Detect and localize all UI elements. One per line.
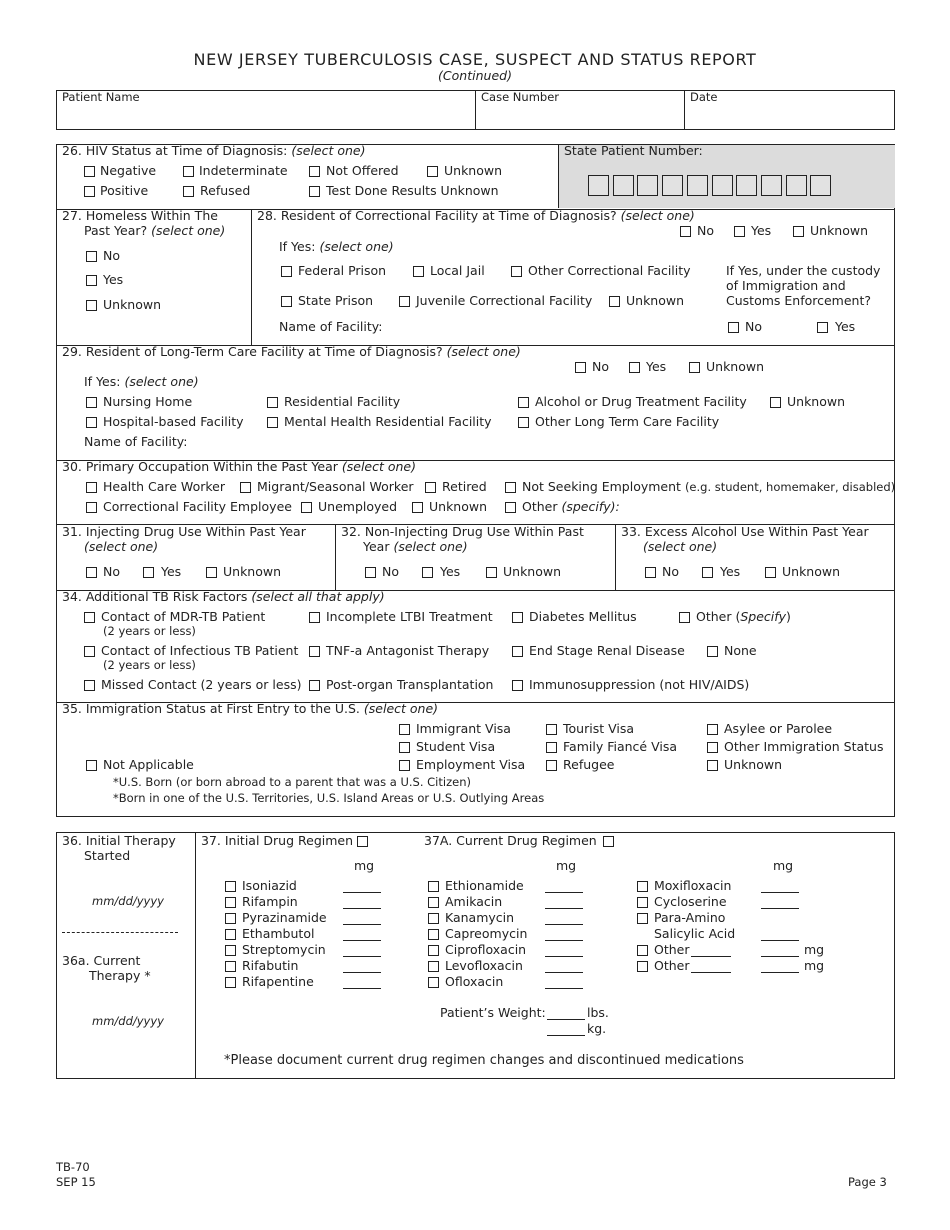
injecting-yes-label: Yes	[161, 564, 182, 579]
drug-col1-2-checkbox[interactable]	[225, 913, 236, 924]
homeless-no-label: No	[103, 248, 120, 263]
drug-col1-1-dose-blank[interactable]	[343, 908, 381, 909]
correctional-yes-label: Yes	[751, 223, 772, 238]
correctional-if-yes: If Yes: (select one)	[279, 239, 394, 254]
custody-question-line2: of Immigration and	[726, 278, 846, 293]
migrant-worker-checkbox[interactable]	[240, 482, 251, 493]
drug-col1-4-dose-blank[interactable]	[343, 956, 381, 957]
hiv-indeterminate-label: Indeterminate	[199, 163, 288, 178]
homeless-yes-checkbox[interactable]	[86, 275, 97, 286]
incomplete-ltbi-label: Incomplete LTBI Treatment	[326, 609, 493, 624]
injecting-title: 31. Injecting Drug Use Within Past Year	[62, 524, 306, 539]
drug-col3-5-label: Other	[654, 958, 690, 973]
initial-therapy-date-field[interactable]: mm/dd/yyyy	[92, 894, 164, 908]
drug-col1-5-dose-blank[interactable]	[343, 972, 381, 973]
employment-visa-label: Employment Visa	[416, 757, 526, 772]
occupation-other-label: Other (specify):	[522, 499, 620, 514]
drug-col2-5-label: Levofloxacin	[445, 958, 523, 973]
drug-col2-2-dose-blank[interactable]	[545, 924, 583, 925]
current-regimen-checkbox[interactable]	[603, 836, 614, 847]
other-ltc-checkbox[interactable]	[518, 417, 529, 428]
local-jail-checkbox[interactable]	[413, 266, 424, 277]
drug-col1-2-label: Pyrazinamide	[242, 910, 327, 925]
alcohol-unknown-label: Unknown	[782, 564, 841, 579]
current-therapy-date-field[interactable]: mm/dd/yyyy	[92, 1014, 164, 1028]
not-seeking-employment-label: Not Seeking Employment (e.g. student, homemaker, disabled)	[522, 479, 896, 494]
correctional-facility-name-label: Name of Facility:	[279, 319, 383, 334]
risk-none-label: None	[724, 643, 757, 658]
drug-col1-5-label: Rifabutin	[242, 958, 299, 973]
asylee-label: Asylee or Parolee	[724, 721, 833, 736]
hiv-not-offered-label: Not Offered	[326, 163, 399, 178]
drug-col1-6-label: Rifapentine	[242, 974, 314, 989]
retired-checkbox[interactable]	[425, 482, 436, 493]
federal-prison-label: Federal Prison	[298, 263, 387, 278]
drug-col3-5-mg-label: mg	[804, 958, 825, 973]
drug-col2-1-checkbox[interactable]	[428, 897, 439, 908]
drug-col1-4-checkbox[interactable]	[225, 945, 236, 956]
residential-facility-label: Residential Facility	[284, 394, 401, 409]
state-patient-number-digit-box[interactable]	[736, 175, 757, 196]
initial-therapy-title-line2: Started	[84, 848, 131, 863]
tnf-therapy-checkbox[interactable]	[309, 646, 320, 657]
other-immigration-checkbox[interactable]	[707, 742, 718, 753]
mdr-contact-label: Contact of MDR-TB Patient	[101, 609, 266, 624]
drug-col1-3-dose-blank[interactable]	[343, 940, 381, 941]
injecting-no-label: No	[103, 564, 120, 579]
immigration-unknown-label: Unknown	[724, 757, 783, 772]
ltc-yes-checkbox[interactable]	[629, 362, 640, 373]
drug-col1-5-checkbox[interactable]	[225, 961, 236, 972]
injecting-select: (select one)	[84, 539, 159, 554]
territory-born-note: *Born in one of the U.S. Territories, U.S. Island Areas or U.S. Outlying Areas	[113, 791, 545, 805]
other-immigration-label: Other Immigration Status	[724, 739, 884, 754]
nursing-home-checkbox[interactable]	[86, 397, 97, 408]
hiv-unknown-checkbox[interactable]	[427, 166, 438, 177]
drug-col2-3-dose-blank[interactable]	[545, 940, 583, 941]
hiv-test-done-checkbox[interactable]	[309, 186, 320, 197]
current-regimen-label: 37A. Current Drug Regimen	[424, 833, 597, 848]
state-patient-number-digit-box[interactable]	[637, 175, 658, 196]
patient-name-label: Patient Name	[62, 90, 140, 104]
therapy-divider	[62, 932, 178, 933]
state-patient-number-digit-box[interactable]	[662, 175, 683, 196]
ltc-no-checkbox[interactable]	[575, 362, 586, 373]
diabetes-label: Diabetes Mellitus	[529, 609, 637, 624]
drug-col3-4-label: Other	[654, 942, 690, 957]
drug-col3-0-dose-blank[interactable]	[761, 892, 799, 893]
ltc-unknown-label: Unknown	[706, 359, 765, 374]
hiv-refused-checkbox[interactable]	[183, 186, 194, 197]
drug-col3-3-label: Salicylic Acid	[654, 926, 736, 941]
drug-col2-1-label: Amikacin	[445, 894, 503, 909]
renal-disease-checkbox[interactable]	[512, 646, 523, 657]
correctional-yes-checkbox[interactable]	[734, 226, 745, 237]
health-care-worker-checkbox[interactable]	[86, 482, 97, 493]
drug-col3-1-checkbox[interactable]	[637, 897, 648, 908]
drug-col3-4-name-dose-blank[interactable]	[691, 956, 731, 957]
drug-col3-1-label: Cycloserine	[654, 894, 727, 909]
drug-col2-6-checkbox[interactable]	[428, 977, 439, 988]
form-date: SEP 15	[56, 1175, 96, 1189]
correctional-employee-label: Correctional Facility Employee	[103, 499, 292, 514]
state-patient-number-label: State Patient Number:	[564, 143, 703, 158]
drug-col3-5-name-dose-blank[interactable]	[691, 972, 731, 973]
risk-none-checkbox[interactable]	[707, 646, 718, 657]
page-number: Page 3	[848, 1175, 887, 1189]
hiv-test-done-label: Test Done Results Unknown	[326, 183, 499, 198]
noninjecting-unknown-label: Unknown	[503, 564, 562, 579]
occupation-title: 30. Primary Occupation Within the Past Year (select one)	[62, 459, 416, 474]
alcohol-no-label: No	[662, 564, 679, 579]
state-prison-label: State Prison	[298, 293, 374, 308]
drug-col3-4-checkbox[interactable]	[637, 945, 648, 956]
tnf-therapy-label: TNF-a Antagonist Therapy	[326, 643, 490, 658]
correctional-unknown-label: Unknown	[810, 223, 869, 238]
drug-col1-1-label: Rifampin	[242, 894, 298, 909]
custody-question-line1: If Yes, under the custody	[726, 263, 881, 278]
retired-label: Retired	[442, 479, 487, 494]
alcohol-title: 33. Excess Alcohol Use Within Past Year	[621, 524, 869, 539]
alcohol-unknown-checkbox[interactable]	[765, 567, 776, 578]
tourist-visa-label: Tourist Visa	[563, 721, 635, 736]
mdr-contact-checkbox[interactable]	[84, 612, 95, 623]
alcohol-yes-checkbox[interactable]	[702, 567, 713, 578]
hiv-unknown-label: Unknown	[444, 163, 503, 178]
correctional-no-checkbox[interactable]	[680, 226, 691, 237]
drug-col3-0-checkbox[interactable]	[637, 881, 648, 892]
drug-col3-5-checkbox[interactable]	[637, 961, 648, 972]
other-ltc-label: Other Long Term Care Facility	[535, 414, 720, 429]
local-jail-label: Local Jail	[430, 263, 485, 278]
hiv-positive-checkbox[interactable]	[84, 186, 95, 197]
drug-col2-5-dose-blank[interactable]	[545, 972, 583, 973]
current-therapy-title-line2: Therapy *	[89, 968, 151, 983]
date-label: Date	[690, 90, 718, 104]
custody-question-line3: Customs Enforcement?	[726, 293, 871, 308]
ltc-title: 29. Resident of Long-Term Care Facility at Time of Diagnosis? (select one)	[62, 344, 521, 359]
drug-col2-6-dose-blank[interactable]	[545, 988, 583, 989]
noninjecting-title: 32. Non-Injecting Drug Use Within Past	[341, 524, 584, 539]
homeless-no-checkbox[interactable]	[86, 251, 97, 262]
hospital-based-label: Hospital-based Facility	[103, 414, 244, 429]
alcohol-drug-facility-label: Alcohol or Drug Treatment Facility	[535, 394, 747, 409]
occupation-unknown-label: Unknown	[429, 499, 488, 514]
not-applicable-checkbox[interactable]	[86, 760, 97, 771]
hiv-indeterminate-checkbox[interactable]	[183, 166, 194, 177]
mg-header-col2: mg	[556, 858, 577, 873]
drug-col1-0-dose-blank[interactable]	[343, 892, 381, 893]
drug-col3-4-dose-blank[interactable]	[761, 956, 799, 957]
state-patient-number-digit-box[interactable]	[687, 175, 708, 196]
renal-disease-label: End Stage Renal Disease	[529, 643, 685, 658]
injecting-unknown-checkbox[interactable]	[206, 567, 217, 578]
us-born-note: *U.S. Born (or born abroad to a parent that was a U.S. Citizen)	[113, 775, 471, 789]
immigrant-visa-checkbox[interactable]	[399, 724, 410, 735]
mg-header-col1: mg	[354, 858, 375, 873]
state-patient-number-digit-box[interactable]	[613, 175, 634, 196]
mental-health-residential-label: Mental Health Residential Facility	[284, 414, 492, 429]
correctional-employee-checkbox[interactable]	[86, 502, 97, 513]
not-applicable-label: Not Applicable	[103, 757, 194, 772]
hiv-not-offered-checkbox[interactable]	[309, 166, 320, 177]
drug-col2-1-dose-blank[interactable]	[545, 908, 583, 909]
student-visa-checkbox[interactable]	[399, 742, 410, 753]
noninjecting-yes-label: Yes	[440, 564, 461, 579]
transplant-label: Post-organ Transplantation	[326, 677, 494, 692]
correctional-type-unknown-checkbox[interactable]	[609, 296, 620, 307]
alcohol-no-checkbox[interactable]	[645, 567, 656, 578]
student-visa-label: Student Visa	[416, 739, 496, 754]
ltc-unknown-checkbox[interactable]	[689, 362, 700, 373]
state-patient-number-digit-box[interactable]	[786, 175, 807, 196]
hiv-status-title: 26. HIV Status at Time of Diagnosis: (select one)	[62, 143, 366, 158]
drug-col2-2-label: Kanamycin	[445, 910, 515, 925]
lbs-label: lbs.	[587, 1005, 609, 1020]
weight-kg-blank[interactable]	[547, 1035, 585, 1036]
initial-regimen-label: 37. Initial Drug Regimen	[201, 833, 354, 848]
custody-yes-checkbox[interactable]	[817, 322, 828, 333]
unemployed-checkbox[interactable]	[301, 502, 312, 513]
custody-no-label: No	[745, 319, 762, 334]
immigration-unknown-checkbox[interactable]	[707, 760, 718, 771]
ltc-type-unknown-label: Unknown	[787, 394, 846, 409]
refugee-checkbox[interactable]	[546, 760, 557, 771]
infectious-contact-label: Contact of Infectious TB Patient	[101, 643, 299, 658]
noninjecting-title-line2: Year (select one)	[363, 539, 468, 554]
risk-other-label: Other (Specify)	[696, 609, 791, 624]
drug-col2-0-dose-blank[interactable]	[545, 892, 583, 893]
hiv-refused-label: Refused	[200, 183, 251, 198]
fiance-visa-checkbox[interactable]	[546, 742, 557, 753]
correctional-type-unknown-label: Unknown	[626, 293, 685, 308]
initial-therapy-title: 36. Initial Therapy	[62, 833, 176, 848]
drug-col2-4-label: Ciprofloxacin	[445, 942, 527, 957]
initial-regimen-checkbox[interactable]	[357, 836, 368, 847]
juvenile-correctional-checkbox[interactable]	[399, 296, 410, 307]
correctional-no-label: No	[697, 223, 714, 238]
hiv-negative-checkbox[interactable]	[84, 166, 95, 177]
form-title: NEW JERSEY TUBERCULOSIS CASE, SUSPECT AND STATUS REPORT	[193, 50, 757, 69]
drug-col3-2-label: Para-Amino	[654, 910, 726, 925]
occupation-unknown-checkbox[interactable]	[412, 502, 423, 513]
drug-col2-2-checkbox[interactable]	[428, 913, 439, 924]
incomplete-ltbi-checkbox[interactable]	[309, 612, 320, 623]
drug-col3-5-dose-blank[interactable]	[761, 972, 799, 973]
missed-contact-checkbox[interactable]	[84, 680, 95, 691]
noninjecting-no-checkbox[interactable]	[365, 567, 376, 578]
homeless-yes-label: Yes	[103, 272, 124, 287]
drug-col2-5-checkbox[interactable]	[428, 961, 439, 972]
alcohol-select: (select one)	[643, 539, 718, 554]
case-number-label: Case Number	[481, 90, 559, 104]
drug-col2-0-checkbox[interactable]	[428, 881, 439, 892]
not-seeking-employment-checkbox[interactable]	[505, 482, 516, 493]
noninjecting-no-label: No	[382, 564, 399, 579]
noninjecting-yes-checkbox[interactable]	[422, 567, 433, 578]
form-subtitle: (Continued)	[438, 68, 512, 83]
state-patient-number-digit-box[interactable]	[712, 175, 733, 196]
mg-header-col3: mg	[773, 858, 794, 873]
occupation-other-checkbox[interactable]	[505, 502, 516, 513]
hiv-positive-label: Positive	[100, 183, 149, 198]
state-patient-number-digit-box[interactable]	[761, 175, 782, 196]
kg-label: kg.	[587, 1021, 607, 1036]
migrant-worker-label: Migrant/Seasonal Worker	[257, 479, 414, 494]
diabetes-checkbox[interactable]	[512, 612, 523, 623]
juvenile-correctional-label: Juvenile Correctional Facility	[416, 293, 593, 308]
drug-col2-4-checkbox[interactable]	[428, 945, 439, 956]
noninjecting-unknown-checkbox[interactable]	[486, 567, 497, 578]
patient-weight-label: Patient’s Weight:	[440, 1005, 546, 1020]
immunosuppression-checkbox[interactable]	[512, 680, 523, 691]
drug-col3-3-dose-blank[interactable]	[761, 940, 799, 941]
drug-col3-0-label: Moxifloxacin	[654, 878, 732, 893]
infectious-contact-checkbox[interactable]	[84, 646, 95, 657]
regimen-note: *Please document current drug regimen changes and discontinued medications	[224, 1053, 744, 1068]
mental-health-residential-checkbox[interactable]	[267, 417, 278, 428]
drug-col2-3-checkbox[interactable]	[428, 929, 439, 940]
employment-visa-checkbox[interactable]	[399, 760, 410, 771]
state-prison-checkbox[interactable]	[281, 296, 292, 307]
state-patient-number-digit-box[interactable]	[588, 175, 609, 196]
form-number: TB-70	[56, 1160, 90, 1174]
drug-col3-2-checkbox[interactable]	[637, 913, 648, 924]
hospital-based-checkbox[interactable]	[86, 417, 97, 428]
injecting-no-checkbox[interactable]	[86, 567, 97, 578]
drug-col3-4-mg-label: mg	[804, 942, 825, 957]
asylee-checkbox[interactable]	[707, 724, 718, 735]
health-care-worker-label: Health Care Worker	[103, 479, 225, 494]
risk-title: 34. Additional TB Risk Factors (select all that apply)	[62, 589, 385, 604]
ltc-type-unknown-checkbox[interactable]	[770, 397, 781, 408]
drug-col3-1-dose-blank[interactable]	[761, 908, 799, 909]
drug-col1-6-checkbox[interactable]	[225, 977, 236, 988]
tourist-visa-checkbox[interactable]	[546, 724, 557, 735]
homeless-unknown-label: Unknown	[103, 297, 162, 312]
drug-col2-0-label: Ethionamide	[445, 878, 524, 893]
federal-prison-checkbox[interactable]	[281, 266, 292, 277]
injecting-unknown-label: Unknown	[223, 564, 282, 579]
drug-col1-3-label: Ethambutol	[242, 926, 315, 941]
drug-col1-6-dose-blank[interactable]	[343, 988, 381, 989]
risk-other-checkbox[interactable]	[679, 612, 690, 623]
missed-contact-label: Missed Contact (2 years or less)	[101, 677, 302, 692]
homeless-unknown-checkbox[interactable]	[86, 300, 97, 311]
drug-col2-6-label: Ofloxacin	[445, 974, 504, 989]
state-patient-number-digit-box[interactable]	[810, 175, 831, 196]
alcohol-drug-facility-checkbox[interactable]	[518, 397, 529, 408]
correctional-unknown-checkbox[interactable]	[793, 226, 804, 237]
hiv-negative-label: Negative	[100, 163, 157, 178]
ltc-facility-name-label: Name of Facility:	[84, 434, 188, 449]
nursing-home-label: Nursing Home	[103, 394, 193, 409]
other-correctional-label: Other Correctional Facility	[528, 263, 691, 278]
immigration-title: 35. Immigration Status at First Entry to the U.S. (select one)	[62, 701, 439, 716]
unemployed-label: Unemployed	[318, 499, 398, 514]
drug-col1-1-checkbox[interactable]	[225, 897, 236, 908]
injecting-yes-checkbox[interactable]	[143, 567, 154, 578]
drug-col1-0-label: Isoniazid	[242, 878, 297, 893]
ltc-yes-label: Yes	[646, 359, 667, 374]
weight-lbs-blank[interactable]	[547, 1019, 585, 1020]
fiance-visa-label: Family Fiancé Visa	[563, 739, 677, 754]
transplant-checkbox[interactable]	[309, 680, 320, 691]
mdr-contact-note: (2 years or less)	[103, 624, 196, 638]
drug-col1-4-label: Streptomycin	[242, 942, 326, 957]
correctional-title: 28. Resident of Correctional Facility at Time of Diagnosis? (select one)	[257, 208, 695, 223]
homeless-title-line1: 27. Homeless Within The	[62, 208, 218, 223]
immigrant-visa-label: Immigrant Visa	[416, 721, 511, 736]
ltc-if-yes: If Yes: (select one)	[84, 374, 199, 389]
drug-col2-3-label: Capreomycin	[445, 926, 528, 941]
other-correctional-checkbox[interactable]	[511, 266, 522, 277]
drug-col2-4-dose-blank[interactable]	[545, 956, 583, 957]
alcohol-yes-label: Yes	[720, 564, 741, 579]
refugee-label: Refugee	[563, 757, 615, 772]
drug-col1-3-checkbox[interactable]	[225, 929, 236, 940]
residential-facility-checkbox[interactable]	[267, 397, 278, 408]
ltc-no-label: No	[592, 359, 609, 374]
current-therapy-title: 36a. Current	[62, 953, 141, 968]
infectious-contact-note: (2 years or less)	[103, 658, 196, 672]
homeless-title-line2: Past Year? (select one)	[84, 223, 226, 238]
drug-col1-0-checkbox[interactable]	[225, 881, 236, 892]
custody-yes-label: Yes	[835, 319, 856, 334]
custody-no-checkbox[interactable]	[728, 322, 739, 333]
immunosuppression-label: Immunosuppression (not HIV/AIDS)	[529, 677, 750, 692]
drug-col1-2-dose-blank[interactable]	[343, 924, 381, 925]
